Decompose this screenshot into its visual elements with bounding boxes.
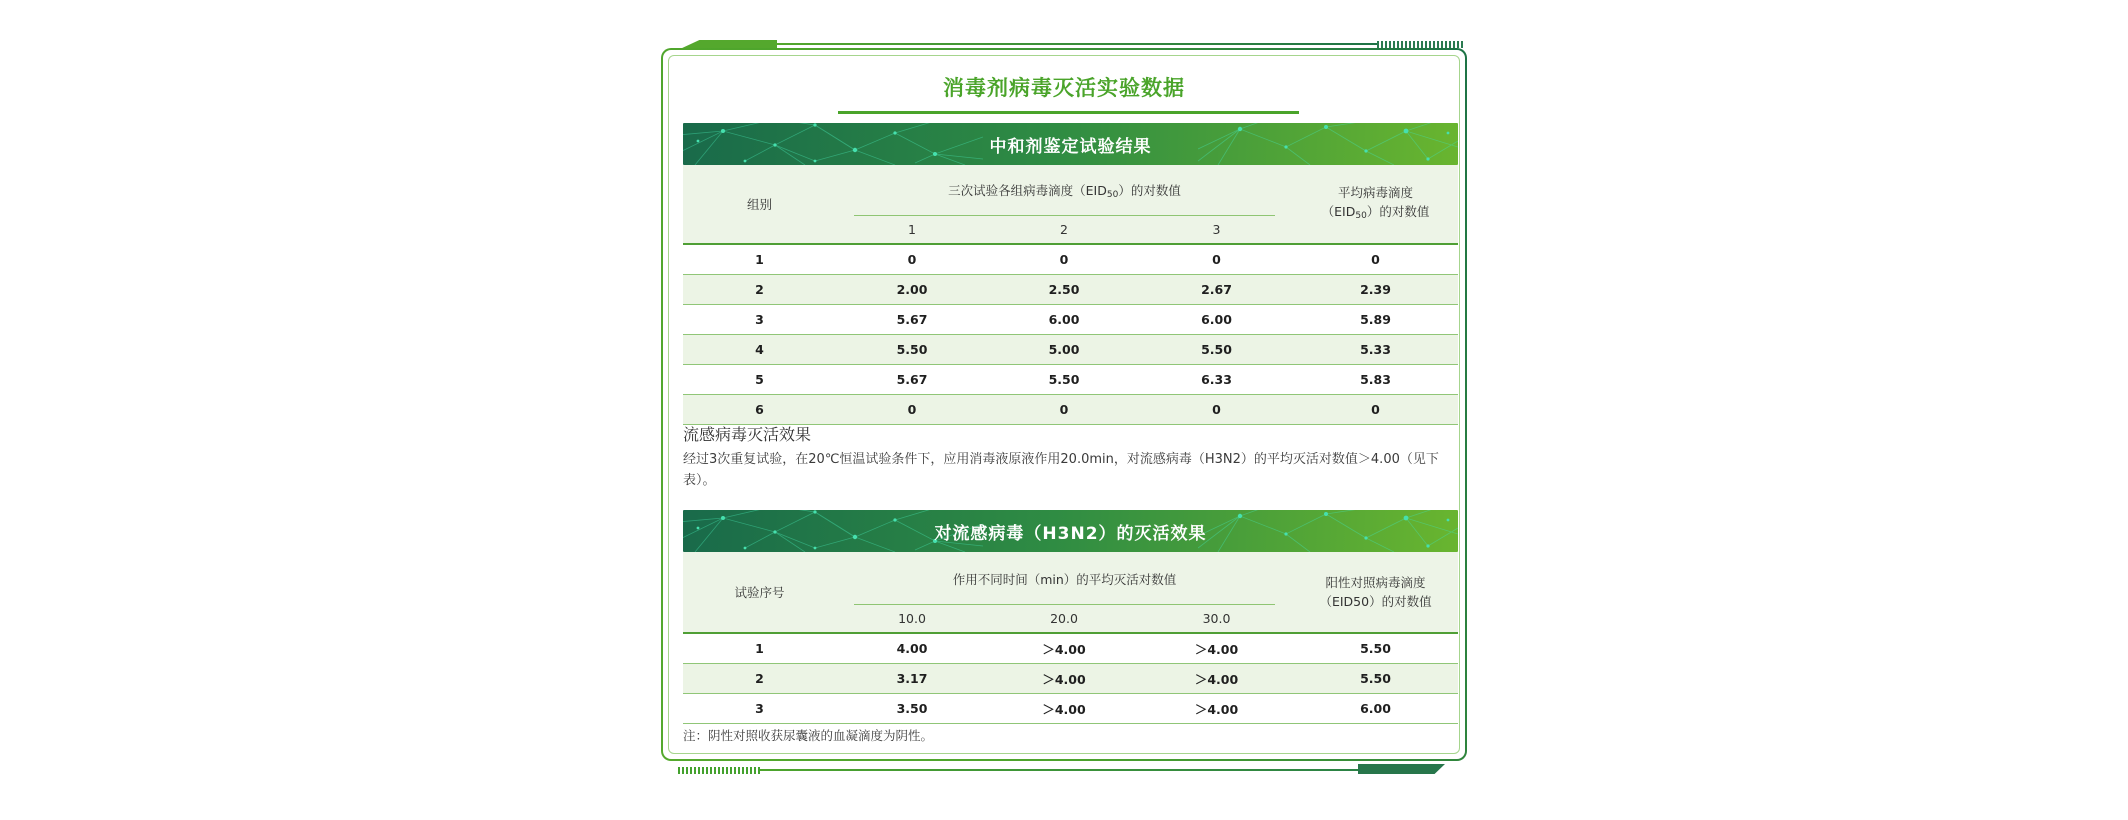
table-cell: 3.17 (836, 664, 988, 694)
subcolumn-header: 30.0 (1140, 605, 1293, 633)
column-header-group: 组别 (683, 165, 836, 244)
table-cell: 0 (988, 244, 1140, 275)
subcolumn-header: 2 (988, 216, 1140, 244)
column-header-trials (836, 165, 1293, 216)
banner-h3n2-inactivation (683, 510, 1458, 552)
table-cell: 5.50 (988, 365, 1140, 395)
table-cell: 6.00 (988, 305, 1140, 335)
table-cell: 3.50 (836, 694, 988, 724)
table-cell: 5.67 (836, 305, 988, 335)
page-title: 消毒剂病毒灭活实验数据 (943, 76, 1185, 100)
table-cell: 6.00 (1293, 694, 1458, 724)
subscript: 50 (1355, 210, 1367, 221)
table-row (683, 395, 1458, 425)
footnote: 注：阴性对照收获尿囊液的血凝滴度为阴性。 (683, 728, 934, 743)
column-header-average (1293, 165, 1458, 244)
table-cell: 5.00 (988, 335, 1140, 365)
network-pattern-icon (1198, 510, 1458, 552)
section-heading: 流感病毒灭活效果 (683, 425, 812, 444)
top-accent-line (775, 43, 1377, 45)
subcolumn-header: 3 (1140, 216, 1293, 244)
table-cell: 2 (683, 275, 836, 305)
section-paragraph: 经过3次重复试验，在20℃恒温试验条件下，应用消毒液原液作用20.0min，对流感病毒（H3N2）的平均灭活对数值＞4.00（见下表）。 (683, 452, 1439, 488)
dashed-strip-bottom-left (678, 767, 760, 774)
header-line1: 阳性对照病毒滴度 (1325, 575, 1426, 590)
table-cell: 2.67 (1140, 275, 1293, 305)
table-cell: ＞4.00 (988, 664, 1140, 694)
table-cell: 0 (1140, 395, 1293, 425)
dashed-strip-top-right (1377, 41, 1463, 48)
header-line2: （EID50）的对数值 (1319, 594, 1432, 609)
subcolumn-header: 20.0 (988, 605, 1140, 633)
table-cell: ＞4.00 (1140, 664, 1293, 694)
table-cell: 4 (683, 335, 836, 365)
column-header-trial-no: 试验序号 (683, 552, 836, 633)
subcolumn-header: 10.0 (836, 605, 988, 633)
table-cell: 1 (683, 633, 836, 664)
table-cell: 6.00 (1140, 305, 1293, 335)
table-cell: 1 (683, 244, 836, 275)
table-row (683, 633, 1458, 664)
table-cell: 0 (1293, 395, 1458, 425)
header-line1: 平均病毒滴度 (1337, 184, 1413, 200)
table-cell: 5.50 (1293, 633, 1458, 664)
table-cell: 0 (836, 395, 988, 425)
report-card (663, 50, 1465, 759)
table-cell: 2.00 (836, 275, 988, 305)
network-pattern-icon (1198, 123, 1458, 165)
table-row (683, 275, 1458, 305)
table-row (683, 365, 1458, 395)
table-cell: 0 (836, 244, 988, 275)
table-cell: 5.33 (1293, 335, 1458, 365)
subcolumn-header: 1 (836, 216, 988, 244)
table-cell: 2 (683, 664, 836, 694)
table-row (683, 244, 1458, 275)
table-cell: 6.33 (1140, 365, 1293, 395)
table-cell: 5.50 (1293, 664, 1458, 694)
bottom-accent-line (760, 769, 1358, 771)
banner-title: 中和剂鉴定试验结果 (989, 136, 1152, 157)
table-cell: 2.50 (988, 275, 1140, 305)
table-cell: ＞4.00 (1140, 633, 1293, 664)
table-cell: 5.67 (836, 365, 988, 395)
table-row (683, 305, 1458, 335)
header-line2 (1293, 202, 1458, 226)
table-row (683, 694, 1458, 724)
report-card-border (661, 48, 1467, 761)
column-header-positive-control (1293, 552, 1458, 633)
title-underline (838, 111, 1299, 114)
banner-title: 对流感病毒（H3N2）的灭活效果 (934, 523, 1207, 544)
header-text: ）的对数值 (1118, 183, 1181, 198)
table-cell: 2.39 (1293, 275, 1458, 305)
table-cell: 5.83 (1293, 365, 1458, 395)
inactivation-table (683, 552, 1458, 724)
column-header-times: 作用不同时间（min）的平均灭活对数值 (836, 552, 1293, 605)
subscript: 50 (1106, 190, 1119, 200)
table-cell: 3 (683, 694, 836, 724)
table-cell: 0 (988, 395, 1140, 425)
table-cell: 5.89 (1293, 305, 1458, 335)
network-pattern-icon (683, 123, 983, 165)
table-row (683, 664, 1458, 694)
table-cell: 0 (1293, 244, 1458, 275)
table-cell: ＞4.00 (1140, 694, 1293, 724)
table-cell: 3 (683, 305, 836, 335)
table-cell: 4.00 (836, 633, 988, 664)
table-cell: 0 (1140, 244, 1293, 275)
neutralizer-table (683, 165, 1458, 425)
corner-tab-bottom-right (1358, 764, 1445, 774)
table-cell: ＞4.00 (988, 694, 1140, 724)
table-row (683, 335, 1458, 365)
table-cell: ＞4.00 (988, 633, 1140, 664)
header-text: 三次试验各组病毒滴度（EID (948, 183, 1107, 198)
banner-neutralizer-test (683, 123, 1458, 165)
table-cell: 5.50 (836, 335, 988, 365)
header-text: （EID (1321, 203, 1356, 219)
table-cell: 6 (683, 395, 836, 425)
header-text: ）的对数值 (1366, 203, 1430, 219)
table-cell: 5.50 (1140, 335, 1293, 365)
table-cell: 5 (683, 365, 836, 395)
